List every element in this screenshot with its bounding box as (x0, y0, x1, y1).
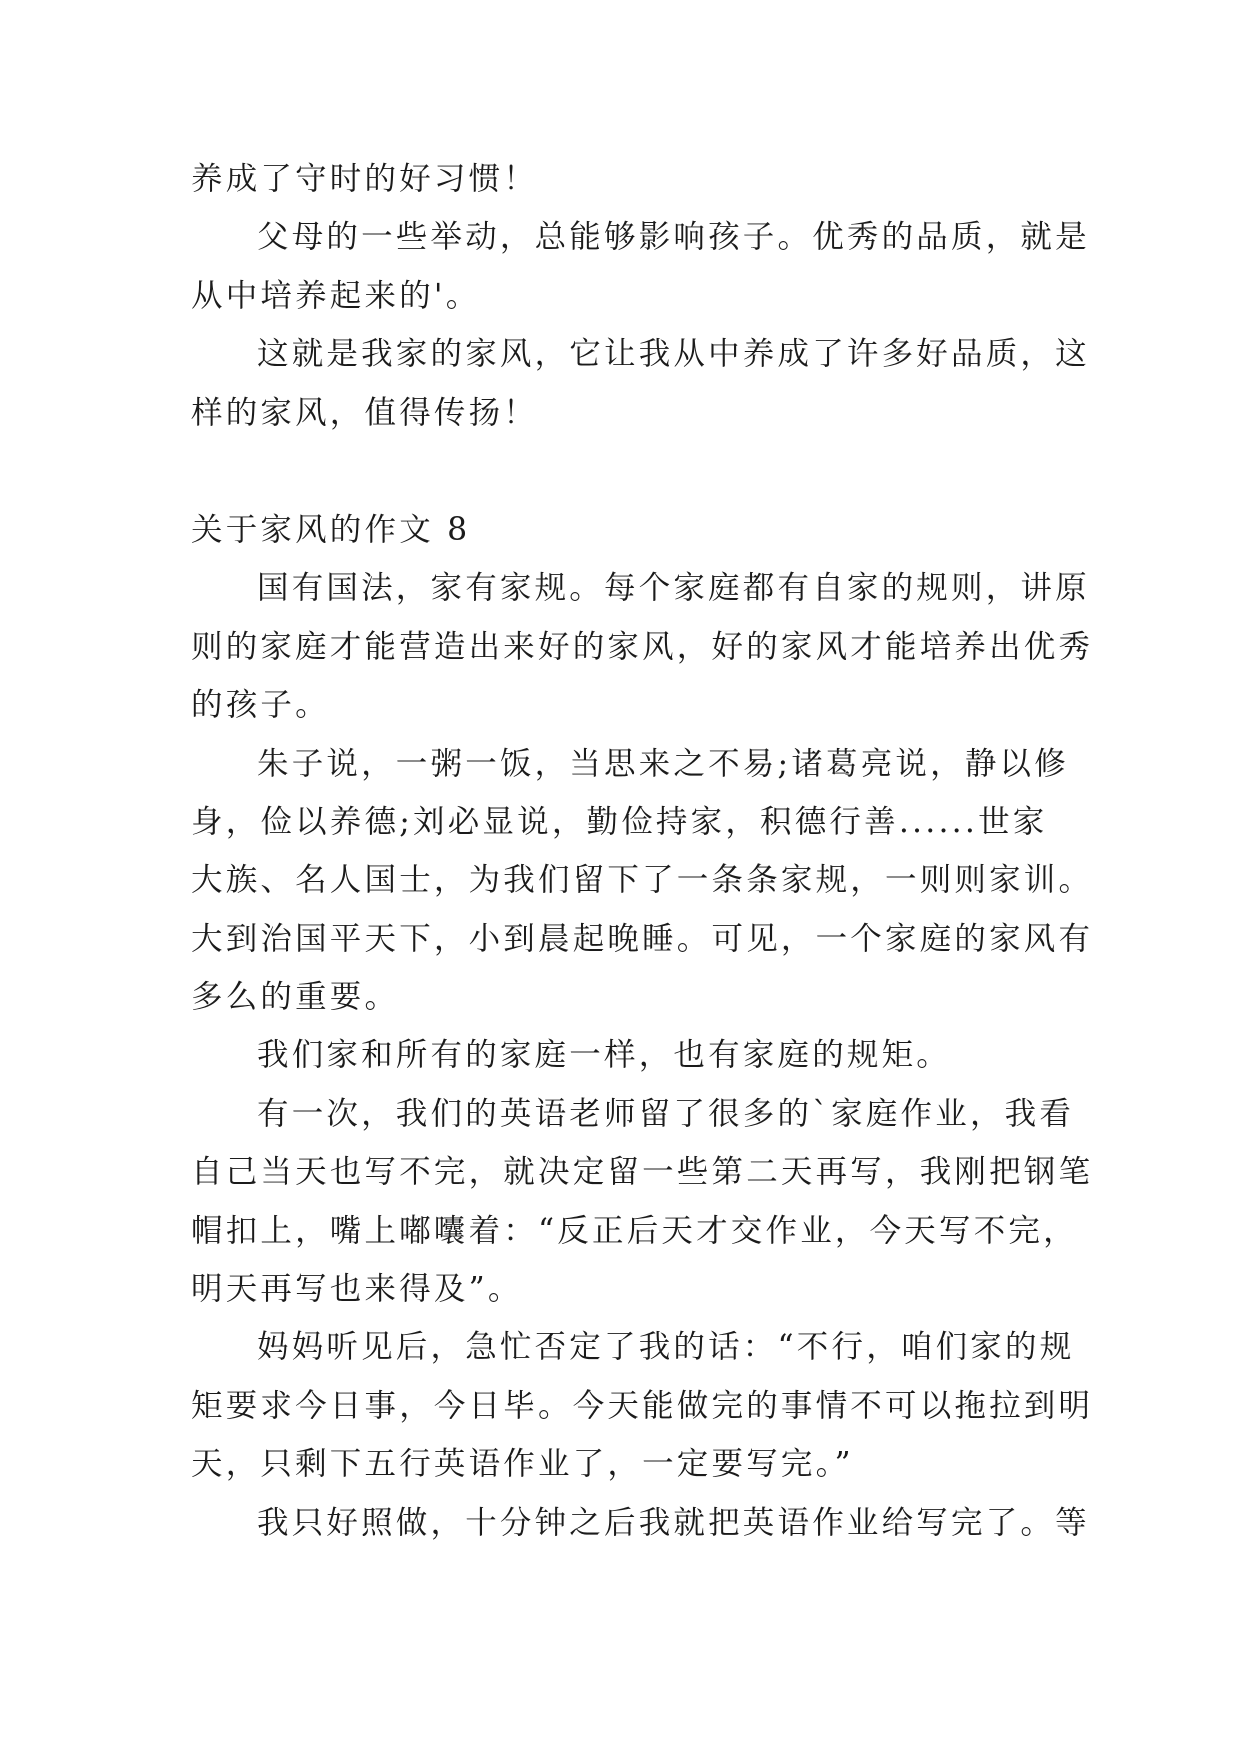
paragraph-start-line: 我只好照做，十分钟之后我就把英语作业给写完了。等 (257, 1504, 1090, 1541)
paragraph-start-line: 国有国法，家有家规。每个家庭都有自家的规则，讲原 (257, 570, 1090, 607)
text-line: 自己当天也写不完，就决定留一些第二天再写，我刚把钢笔 (191, 1154, 1094, 1191)
text-line: 身，俭以养德;刘必显说，勤俭持家，积德行善......世家 (191, 803, 1048, 840)
paragraph-start-line: 这就是我家的家风，它让我从中养成了许多好品质，这 (257, 336, 1090, 373)
paragraph-start-line: 朱子说，一粥一饭，当思来之不易;诸葛亮说，静以修 (257, 745, 1069, 782)
text-line: 矩要求今日事，今日毕。今天能做完的事情不可以拖拉到明 (191, 1387, 1094, 1424)
paragraph-start-line: 父母的一些举动，总能够影响孩子。优秀的品质，就是 (257, 219, 1090, 256)
paragraph-start-line: 妈妈听见后，急忙否定了我的话：“不行，咱们家的规 (257, 1329, 1075, 1366)
essay-text (191, 150, 1094, 1552)
text-line: 样的家风，值得传扬！ (191, 394, 539, 431)
text-line: 帽扣上，嘴上嘟囔着：“反正后天才交作业，今天写不完， (191, 1212, 1078, 1249)
blank-line (191, 442, 1061, 501)
text-line: 大族、名人国士，为我们留下了一条条家规，一则则家训。 (191, 862, 1094, 899)
paragraph-start-line: 有一次，我们的英语老师留了很多的`家庭作业，我看 (257, 1095, 1075, 1132)
text-line: 天，只剩下五行英语作业了，一定要写完。” (191, 1446, 854, 1483)
text-line: 则的家庭才能营造出来好的家风，好的家风才能培养出优秀 (191, 628, 1094, 665)
paragraph-start-line: 我们家和所有的家庭一样，也有家庭的规矩。 (257, 1037, 952, 1074)
text-line: 明天再写也来得及”。 (191, 1271, 523, 1308)
text-line: 大到治国平天下，小到晨起晚睡。可见，一个家庭的家风有 (191, 920, 1094, 957)
essay-heading: 关于家风的作文 8 (191, 511, 471, 548)
text-line: 从中培养起来的'。 (191, 277, 481, 314)
text-line: 养成了守时的好习惯！ (191, 161, 539, 197)
text-line: 的孩子。 (191, 687, 330, 724)
text-line: 多么的重要。 (191, 979, 400, 1016)
